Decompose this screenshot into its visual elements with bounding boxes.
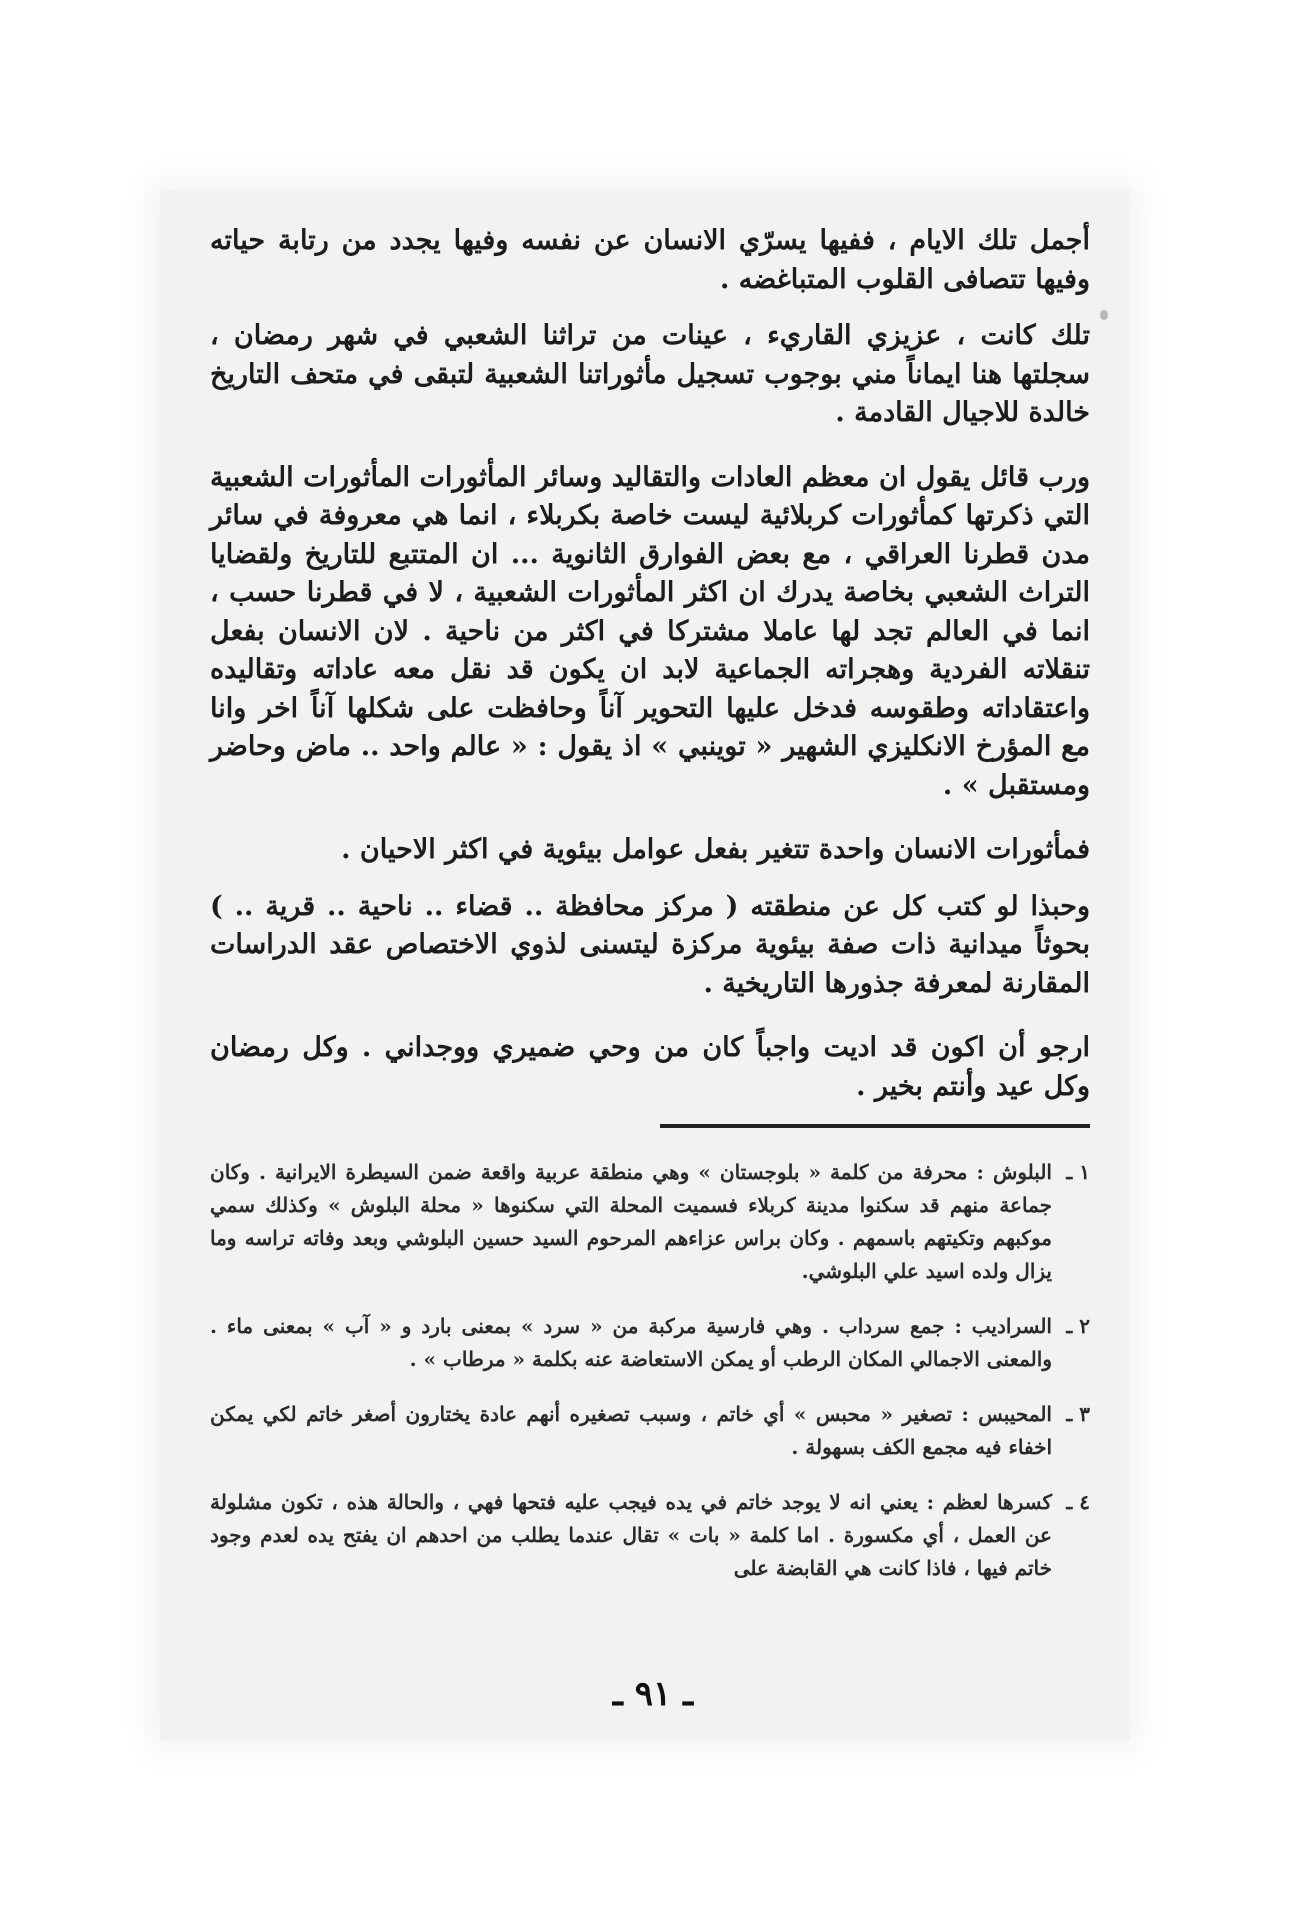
paragraph-2: تلك كانت ، عزيزي القاريء ، عينات من تراثنا الشعبي في شهر رمضان ، سجلتها هنا ايماناً مني بوجوب تسجيل مأثوراتنا الشعبية لتبقى في متحف التاريخ خالدة للاجيال القادمة . — [210, 320, 1090, 428]
paragraph-5: وحبذا لو كتب كل عن منطقته ( مركز محافظة .. قضاء .. ناحية .. قرية .. ) بحوثاً ميدانية ذات صفة بيئوية مركزة ليتسنى لذوي الاختصاص عقد الدراسات المقارنة لمعرفة جذورها التاريخية . — [210, 890, 1090, 999]
footnote-text: البلوش : محرفة من كلمة « بلوجستان » وهي منطقة عربية واقعة ضمن السيطرة الايرانية . وكان جماعة منهم قد سكنوا مدينة كربلاء فسميت المحلة التي سكنوها « محلة البلوش » وكذلك سمي موكبهم وتكيتهم باسمهم . وكان براس عزاءهم المرحوم السيد حسين البلوشي وبعد وفاته تراسه وما يزال ولده اسيد علي البلوشي. — [210, 1160, 1052, 1283]
footnote-number: ٢ ـ — [1066, 1314, 1090, 1338]
footnote-text: السراديب : جمع سرداب . وهي فارسية مركبة من « سرد » بمعنى بارد و « آب » بمعنى ماء . والمعنى الاجمالي المكان الرطب أو يمكن الاستعاضة عنه بكلمة « مرطاب » . — [210, 1314, 1052, 1371]
paragraph-3: ورب قائل يقول ان معظم العادات والتقاليد وسائر المأثورات المأثورات الشعبية التي ذكرتها كمأثورات كربلائية ليست خاصة بكربلاء ، انما هي معروفة في سائر مدن قطرنا العراقي ، مع بعض الفوارق الثانوية ... ان المتتبع للتاريخ ولقضايا التراث الشعبي بخاصة يدرك ان اكثر المأثورات الشعبية ، لا في قطرنا حسب ، انما في العالم تجد لها عاملا مشتركا في اكثر من ناحية . لان الانسان بفعل تنقلاته الفردية وهجراته الجماعية لابد ان يكون قد نقل معه عاداته وتقاليده واعتقاداته وطقوسه فدخل عليها التحوير آناً وحافظت على شكلها آناً اخر وانا مع المؤرخ الانكليزي الشهير « توينبي » اذ يقول : « عالم واحد .. ماض وحاضر ومستقبل » . — [210, 461, 1090, 801]
page-body — [210, 222, 1090, 1607]
paragraph-6: ارجو أن اكون قد اديت واجباً كان من وحي ضميري ووجداني . وكل رمضان وكل عيد وأنتم بخير . — [210, 1032, 1090, 1102]
footnote-text: المحيبس : تصغير « محبس » أي خاتم ، وسبب تصغيره أنهم عادة يختارون أصغر خاتم لكي يمكن اخفاء فيه مجمع الكف بسهولة . — [210, 1402, 1052, 1459]
footnote-separator — [660, 1124, 1090, 1128]
page-number: ـ ٩١ ـ — [612, 1674, 694, 1714]
footnote-number: ١ ـ — [1066, 1160, 1090, 1184]
scan-speck — [1100, 310, 1108, 320]
footnote — [210, 1398, 1090, 1464]
footnotes — [210, 1156, 1090, 1585]
footnote-number: ٤ ـ — [1066, 1490, 1090, 1514]
paragraph-4: فمأثورات الانسان واحدة تتغير بفعل عوامل بيئوية في اكثر الاحيان . — [341, 834, 1090, 865]
footnote — [210, 1156, 1090, 1288]
footnote — [210, 1310, 1090, 1376]
footnote-text: كسرها لعظم : يعني انه لا يوجد خاتم في يده فيجب عليه فتحها فهي ، والحالة هذه ، تكون مشلولة عن العمل ، أي مكسورة . اما كلمة « بات » تقال عندما يطلب من احدهم ان يفتح يده لعدم وجود خاتم فيها ، فاذا كانت هي القابضة على — [210, 1490, 1052, 1580]
footnote — [210, 1486, 1090, 1585]
footnote-number: ٣ ـ — [1066, 1402, 1090, 1426]
paragraph-1: أجمل تلك الايام ، ففيها يسرّي الانسان عن نفسه وفيها يجدد من رتابة حياته وفيها تتصافى القلوب المتباغضه . — [210, 225, 1090, 295]
